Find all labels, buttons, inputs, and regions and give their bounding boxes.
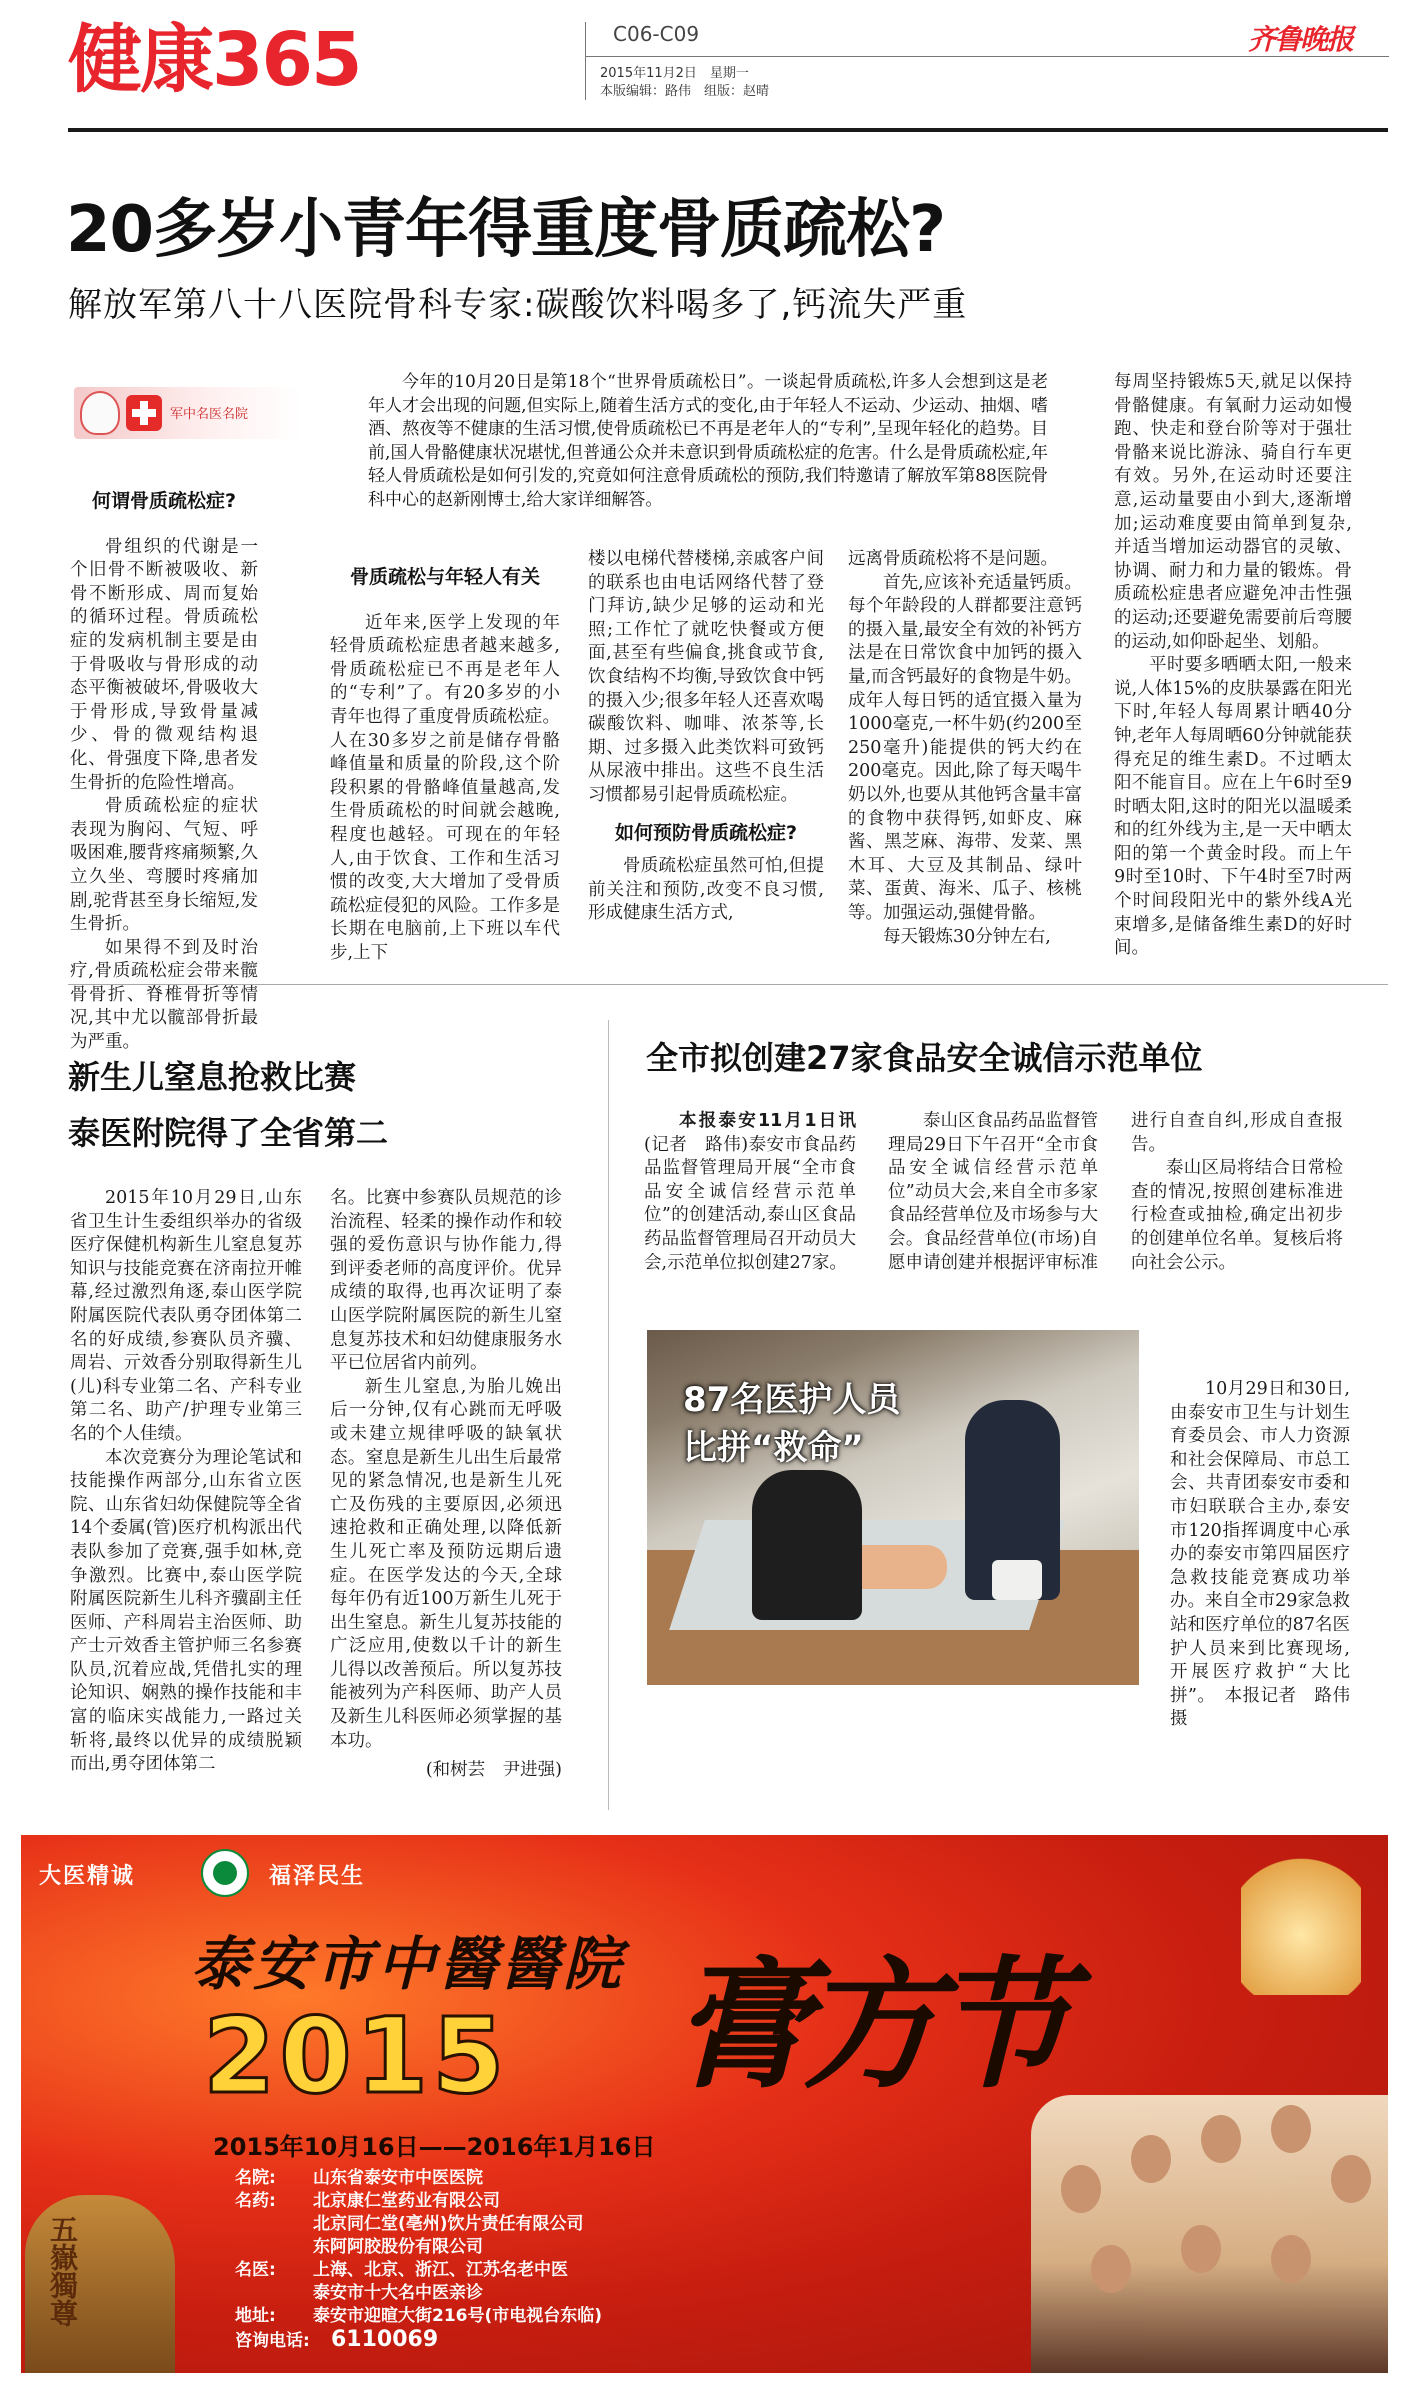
- column-tag-label: 军中名医名院: [170, 407, 249, 422]
- ad-row: [235, 2190, 695, 2213]
- paragraph: 新生儿窒息,为胎儿娩出后一分钟,仅有心跳而无呼吸或未建立规律呼吸的缺氧状态。窒息是新生儿出生后最常见的紧急情况,也是新生儿死亡及伤残的主要原因,必须迅速抢救和正确处理,以降低新生儿死亡率及预防远期后遗症。在医学发达的今天,全球每年仍有近100万新生儿死于出生窒息。新生儿复苏技能的广泛应用,使数以千计的新生儿得以改善预后。所以复苏技能被列为产科医师、助产人员及新生儿科医师必须掌握的基本功。: [330, 1376, 562, 1751]
- article-column-3: [588, 548, 824, 926]
- ad-row-value: 上海、北京、浙江、江苏名老中医: [313, 2260, 568, 2280]
- section-divider: [68, 984, 1388, 985]
- article-column-5: [1114, 371, 1352, 961]
- masthead-rule-vertical: [585, 22, 586, 100]
- paragraph: 骨组织的代谢是一个旧骨不断被吸收、新骨不断形成、周而复始的循环过程。骨质疏松症的发病机制主要是由于骨吸收与骨形成的动态平衡被破坏,骨吸收大于骨形成,导致骨量减少、骨的微观结构退化、骨强度下降,患者发生骨折的危险性增高。: [70, 536, 258, 793]
- paragraph: 骨质疏松症虽然可怕,但提前关注和预防,改变不良习惯,形成健康生活方式,: [588, 856, 824, 924]
- ad-row-value: 泰安市迎暄大街216号(市电视台东临): [313, 2306, 603, 2326]
- photo-person-1: [752, 1470, 862, 1620]
- paragraph: 楼以电梯代替楼梯,亲戚客户间的联系也由电话网络代替了登门拜访,缺少足够的运动和光照;工作忙了就吃快餐或方便面,甚至有些偏食,挑食或节食,饮食结构不均衡,导致饮食中钙的摄入少;很多年轻人还喜欢喝碳酸饮料、咖啡、浓茶等,长期、过多摄入此类饮料可致钙从尿液中排出。这些不良生活习惯都易引起骨质疏松症。: [588, 549, 824, 805]
- subheadline: 解放军第八十八医院骨科专家:碳酸饮料喝多了,钙流失严重: [68, 285, 968, 325]
- section-title: 健康365: [68, 17, 361, 103]
- ad-festival: 膏方节: [671, 1944, 1062, 2108]
- ad-row-value: 北京同仁堂(亳州)饮片责任有限公司: [313, 2214, 584, 2234]
- photo-kit: [992, 1560, 1042, 1600]
- paragraph: [644, 1110, 856, 1275]
- ad-slogan-right: 福泽民生: [269, 1864, 366, 1889]
- news-photo: [647, 1330, 1139, 1685]
- ad-slogan-left: 大医精诚: [39, 1864, 136, 1889]
- photo-caption-line1: 87名医护人员: [683, 1380, 901, 1420]
- column-tag: [74, 387, 302, 439]
- article-column-1: [70, 484, 258, 1055]
- ad-row-label: 名药:: [235, 2191, 276, 2211]
- headline: 新生儿窒息抢救比赛: [68, 1058, 357, 1096]
- article-column-left: [70, 1187, 302, 1777]
- paragraph: 本次竞赛分为理论笔试和技能操作两部分,山东省立医院、山东省妇幼保健院等全省14个委属(管)医疗机构派出代表队参加了竞赛,强手如林,竞争激烈。比赛中,泰山医学院附属医院新生儿科齐骥副主任医师、产科周岩主治医师、助产士亓效香主管护师三名参赛队员,沉着应战,凭借扎实的理论知识、娴熟的操作技能和丰富的临床实战能力,一路过关斩将,最终以优异的成绩脱颖而出,勇夺团体第二: [70, 1447, 302, 1775]
- article-column-a: [644, 1110, 856, 1275]
- ad-row-label: 地址:: [235, 2306, 276, 2326]
- headline: 泰医附院得了全省第二: [68, 1114, 389, 1152]
- editor-credit: 本版编辑：路伟 组版：赵晴: [600, 84, 770, 99]
- ad-phone: 6110069: [331, 2327, 439, 2352]
- gourd-image: [1241, 1845, 1361, 1995]
- top-rule: [68, 128, 1388, 132]
- paragraph: 首先,应该补充适量钙质。每个年龄段的人群都要注意钙的摄入量,最安全有效的补钙方法是在日常饮食中加钙的摄入量,而含钙最好的食物是牛奶。成年人每日钙的适宜摄入量为1000毫克,一杯牛奶(约200至250毫升)能提供的钙大约在200毫克。因此,除了每天喝牛奶以外,也要从其他钙含量丰富的食物中获得钙,如虾皮、麻酱、黑芝麻、海带、发菜、黑木耳、大豆及其制品、绿叶菜、蛋黄、海米、瓜子、核桃等。加强运动,强健骨骼。: [848, 572, 1082, 923]
- page-range: C06-C09: [613, 22, 700, 46]
- byline: (和树芸 尹进强): [425, 1760, 562, 1781]
- ad-row-label: [235, 2236, 313, 2259]
- ad-hospital-name: 泰安市中醫醫院: [191, 1930, 626, 1998]
- headline: 20多岁小青年得重度骨质疏松?: [66, 193, 946, 267]
- headline: 全市拟创建27家食品安全诚信示范单位: [646, 1039, 1203, 1077]
- dateline: 本报泰安11月1日讯: [679, 1111, 856, 1131]
- stone-tablet-text: 五嶽獨尊: [46, 2215, 79, 2327]
- photo-text: 10月29日和30日,由泰安市卫生与计划生育委员会、市人力资源和社会保障局、市总工会、共青团泰安市委和市妇联联合主办,泰安市120指挥调度中心承办的泰安市第四届医疗急救技能竞赛成功举办。来自全市29家急救站和医疗单位的87名医护人员来到比赛现场,开展医疗救护“大比拼”。 本报记者 路伟 摄: [1170, 1379, 1368, 1730]
- subheading: 如何预防骨质疏松症?: [614, 821, 798, 844]
- ad-row-value: 泰安市十大名中医亲诊: [313, 2283, 483, 2303]
- ad-row: [235, 2282, 695, 2305]
- paragraph: 泰山区食品药品监督管理局29日下午召开“全市食品安全诚信经营示范单位”动员大会,来自全市多家食品经营单位及市场参与大会。食品经营单位(市场)自愿申请创建并根据评审标准: [888, 1111, 1098, 1273]
- ad-row: [235, 2213, 695, 2236]
- article-column-4: [848, 548, 1082, 949]
- paragraph: 进行自查自纠,形成自查报告。: [1131, 1111, 1343, 1155]
- column-divider: [608, 1020, 609, 1810]
- ad-row-value: 东阿阿胶股份有限公司: [313, 2237, 483, 2257]
- physician-portraits-image: [1031, 2095, 1388, 2373]
- ad-dates: 2015年10月16日——2016年1月16日: [213, 2133, 656, 2161]
- paragraph: 2015年10月29日,山东省卫生计生委组织举办的省级医疗保健机构新生儿窒息复苏知识与技能竞赛在济南拉开帷幕,经过激烈角逐,泰山医学院附属医院代表队勇夺团体第二名的好成绩,参赛队员齐骥、周岩、亓效香分别取得新生儿(儿)科专业第二名、产科专业第二名、助产/护理专业第三名的个人佳绩。: [70, 1188, 302, 1444]
- ad-row-label: [235, 2282, 313, 2305]
- ad-year: 2015: [203, 1995, 509, 2117]
- paragraph: 泰山区局将结合日常检查的情况,按照创建标准进行检查或抽检,确定出初步的创建单位名单。复核后将向社会公示。: [1131, 1158, 1343, 1273]
- ad-row-label: 咨询电话:: [235, 2331, 310, 2351]
- ad-row: [235, 2305, 695, 2328]
- paragraph: 骨质疏松症的症状表现为胸闷、气短、呼吸困难,腰背疼痛频繁,久立久坐、弯腰时疼痛加剧,驼背甚至身长缩短,发生骨折。: [70, 796, 258, 935]
- paragraph: 如果得不到及时治疗,骨质疏松症会带来髋骨骨折、脊椎骨折等情况,其中尤以髋部骨折最为严重。: [70, 937, 258, 1053]
- article-column-right: [330, 1187, 562, 1783]
- paragraph: 平时要多晒晒太阳,一般来说,人体15%的皮肤暴露在阳光下时,年轻人每周累计晒40分钟,老年人每周晒60分钟就能获得充足的维生素D。不过晒太阳不能盲目。应在上午6时至9时晒太阳,这时的阳光以温暖柔和的红外线为主,是一天中晒太阳的第一个黄金时段。而上午9时至10时、下午4时至7时两个时间段阳光中的紫外线A光束增多,是储备维生素D的好时间。: [1114, 655, 1352, 959]
- ad-row: [235, 2328, 695, 2353]
- doctor-mascot-icon: [80, 391, 120, 435]
- paragraph: 近年来,医学上发现的年轻骨质疏松症患者越来越多,骨质疏松症已不再是老年人的“专利”了。有20多岁的小青年也得了重度骨质疏松症。人在30多岁之前是储存骨骼峰值量和质量的阶段,这个阶段积累的骨骼峰值量越高,发生骨质疏松的时间就会越晚,程度也越轻。可现在的年轻人,由于饮食、工作和生活习惯的改变,大大增加了受骨质疏松症侵犯的风险。工作多是长期在电脑前,上下班以车代步,上下: [330, 612, 560, 963]
- advertisement: [21, 1835, 1388, 2373]
- article-lead: 今年的10月20日是第18个“世界骨质疏松日”。一谈起骨质疏松,许多人会想到这是老年人才会出现的问题,但实际上,随着生活方式的变化,由于年轻人不运动、少运动、抽烟、嗜酒、熬夜等不健康的生活习惯,使骨质疏松已不再是老年人的“专利”,呈现年轻化的趋势。目前,国人骨骼健康状况堪忧,但普通公众并未意识到骨质疏松症的危害。什么是骨质疏松症,年轻人骨质疏松是如何引发的,究竟如何注意骨质疏松的预防,我们特邀请了解放军第88医院骨科中心的赵新刚博士,给大家详细解答。: [368, 372, 1048, 510]
- paragraph: 名。比赛中参赛队员规范的诊治流程、轻柔的操作动作和较强的爱伤意识与协作能力,得到评委老师的高度评价。优异成绩的取得,也再次证明了泰山医学院附属医院的新生儿窒息复苏技术和妇幼健康服务水平已位居省内前列。: [330, 1188, 562, 1374]
- paragraph: 每天锻炼30分钟左右,: [883, 926, 1051, 947]
- article-column-c: [1131, 1110, 1343, 1275]
- ad-row-value: 北京康仁堂药业有限公司: [313, 2191, 500, 2211]
- photo-caption-line2: 比拼“救命”: [683, 1428, 864, 1468]
- subheading: 何谓骨质疏松症?: [91, 490, 237, 512]
- subheading: 骨质疏松与年轻人有关: [349, 566, 540, 588]
- ad-row-label: [235, 2213, 313, 2236]
- newspaper-logo: 齐鲁晚报: [1248, 23, 1353, 56]
- ad-row-value: 山东省泰安市中医医院: [313, 2168, 483, 2188]
- ad-row-label: 名院:: [235, 2168, 276, 2188]
- paragraph: 每周坚持锻炼5天,就足以保持骨骼健康。有氧耐力运动如慢跑、快走和登台阶等对于强壮骨骼来说比游泳、骑自行车更有效。另外,在运动时还要注意,运动量要由小到大,逐渐增加;运动难度要由简单到复杂,并适当增加运动器官的灵敏、协调、耐力和力量的锻炼。骨质疏松症患者应避免冲击性强的运动;还要避免需要前后弯腰的运动,如仰卧起坐、划船。: [1114, 372, 1352, 652]
- ad-row: [235, 2259, 695, 2282]
- paragraph: 远离骨质疏松将不是问题。: [848, 549, 1058, 569]
- ad-row: [235, 2167, 695, 2190]
- article-column-b: [888, 1110, 1098, 1275]
- article-column-2: [330, 566, 560, 966]
- ad-row: [235, 2236, 695, 2259]
- publish-date: 2015年11月2日 星期一: [600, 66, 749, 81]
- masthead-rule: [585, 56, 1389, 57]
- paragraph-body: (记者 路伟)泰安市食品药品监督管理局开展“全市食品安全诚信经营示范单位”的创建活动,泰山区食品药品监督管理局召开动员大会,示范单位拟创建27家。: [644, 1134, 856, 1273]
- ad-info-list: [235, 2167, 695, 2353]
- ad-row-label: 名医:: [235, 2260, 276, 2280]
- clover-logo-icon: [201, 1849, 249, 1897]
- red-cross-icon: [126, 395, 162, 431]
